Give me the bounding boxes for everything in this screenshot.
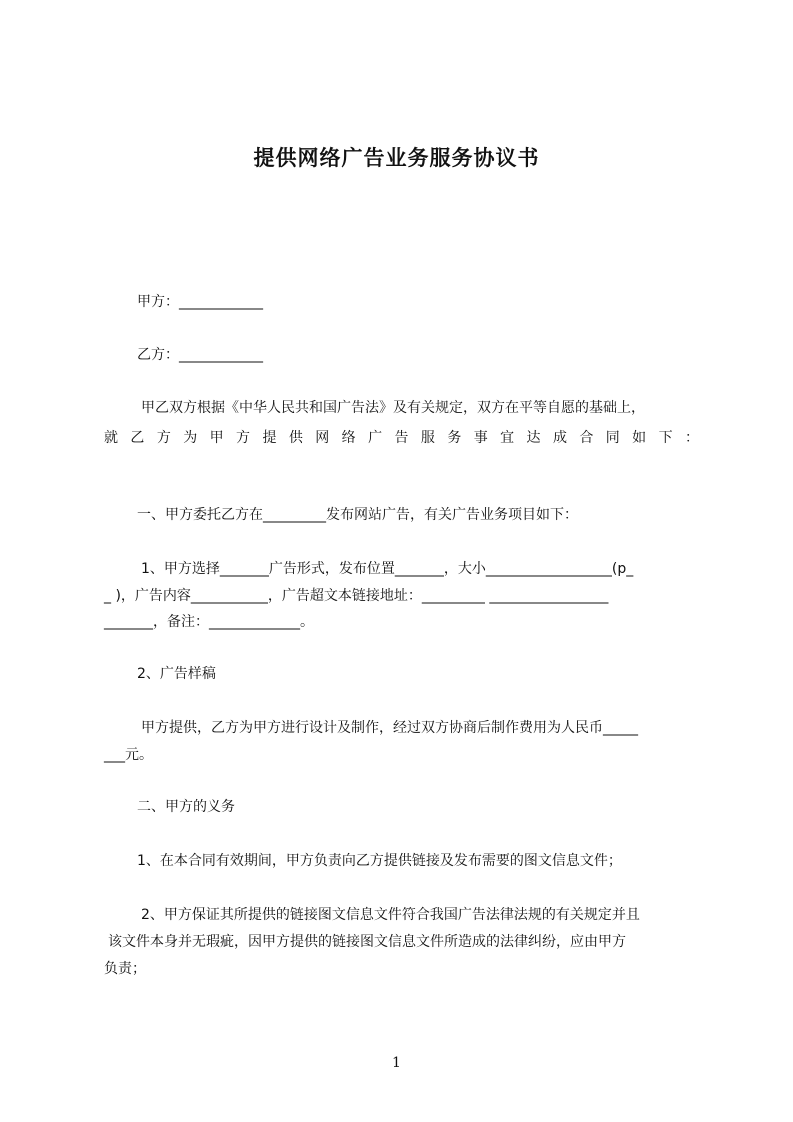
- party-a-line: 甲方：____________: [137, 294, 263, 310]
- page-number: 1: [392, 1055, 401, 1071]
- party-b-line: 乙方：____________: [137, 347, 263, 363]
- intro-paragraph-line-2: 就 乙 方 为 甲 方 提 供 网 络 广 告 服 务 事 宜 达 成 合 同 如 下 ：: [104, 430, 699, 446]
- section-2-item-2-line-2: 该文件本身并无瑕疵，因甲方提供的链接图文信息文件所造成的法律纠纷，应由甲方: [108, 934, 626, 950]
- item-2-text-line-1: 甲方提供，乙方为甲方进行设计及制作，经过双方协商后制作费用为人民币_____: [141, 720, 638, 736]
- item-1-line-1: 1、甲方选择_______广告形式，发布位置_______，大小__________________(p_: [141, 561, 634, 577]
- item-1-line-3: _______，备注：_____________。: [104, 614, 314, 630]
- item-2-text-line-2: ___元。: [104, 747, 153, 763]
- item-1-line-2: _ )，广告内容___________，广告超文本链接地址：_________ _________________: [104, 588, 609, 604]
- section-2-item-2-line-3: 负责；: [104, 961, 146, 977]
- intro-paragraph-line-1: 甲乙双方根据《中华人民共和国广告法》及有关规定，双方在平等自愿的基础上，: [141, 400, 645, 416]
- section-1-heading: 一、甲方委托乙方在_________发布网站广告，有关广告业务项目如下：: [137, 507, 578, 523]
- document-title: 提供网络广告业务服务协议书: [253, 146, 540, 170]
- item-2-heading: 2、广告样稿: [137, 666, 216, 682]
- section-2-item-1: 1、在本合同有效期间，甲方负责向乙方提供链接及发布需要的图文信息文件；: [137, 853, 622, 869]
- section-2-item-2-line-1: 2、甲方保证其所提供的链接图文信息文件符合我国广告法律法规的有关规定并且: [141, 907, 640, 923]
- section-2-heading: 二、甲方的义务: [137, 799, 235, 815]
